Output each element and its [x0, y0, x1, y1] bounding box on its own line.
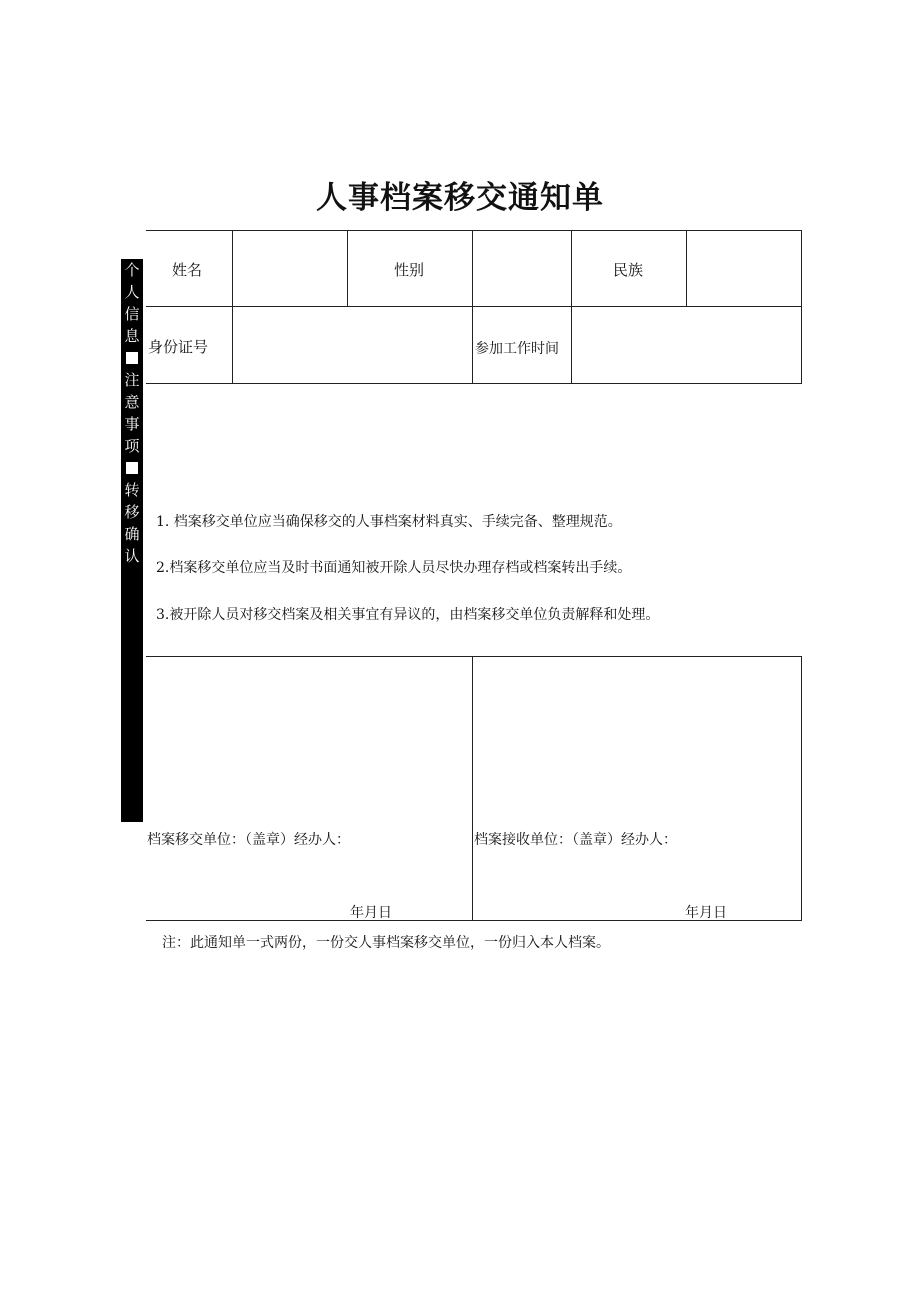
page-title: 人事档案移交通知单 [316, 180, 604, 216]
sidebar-char: 个 [124, 261, 140, 279]
sidebar-char: 项 [124, 437, 140, 455]
sidebar-separator-square [126, 462, 138, 474]
table-border-bottom [146, 383, 802, 384]
gender-label: 性别 [394, 261, 425, 279]
notice-item: 2.档案移交单位应当及时书面通知被开除人员尽快办理存档或档案转出手续。 [156, 560, 632, 576]
receive-unit-date-label: 年月日 [685, 905, 727, 921]
signature-col-divider [472, 656, 473, 920]
table-col-divider [232, 230, 233, 383]
footnote: 注：此通知单一式两份，一份交人事档案移交单位，一份归入本人档案。 [162, 935, 610, 951]
transfer-unit-signature-label: 档案移交单位：（盖章）经办人： [147, 832, 350, 848]
sidebar-char: 息 [124, 327, 140, 345]
transfer-unit-date-label: 年月日 [350, 905, 392, 921]
sidebar-char: 意 [124, 393, 140, 411]
table-col-divider [686, 230, 687, 306]
table-col-divider [347, 230, 348, 306]
table-border-right [801, 230, 802, 383]
sidebar-column [121, 259, 143, 567]
table-row-divider [146, 306, 802, 307]
receive-unit-signature-label: 档案接收单位：（盖章）经办人： [474, 832, 677, 848]
notice-item: 3.被开除人员对移交档案及相关事宜有异议的，由档案移交单位负责解释和处理。 [156, 607, 660, 623]
table-border-top [146, 230, 802, 231]
work-start-label: 参加工作时间 [475, 341, 559, 357]
sidebar-char: 移 [124, 503, 140, 521]
sidebar-char: 注 [124, 371, 140, 389]
table-col-divider [571, 230, 572, 383]
section-sidebar [121, 259, 143, 822]
notice-item: 1. 档案移交单位应当确保移交的人事档案材料真实、手续完备、整理规范。 [156, 514, 622, 530]
sidebar-char: 信 [124, 305, 140, 323]
sidebar-separator-square [126, 352, 138, 364]
table-col-divider [472, 230, 473, 383]
signature-border-right [801, 656, 802, 920]
ethnicity-label: 民族 [613, 261, 644, 279]
signature-border-top [146, 656, 802, 657]
id-number-label: 身份证号 [148, 338, 209, 356]
sidebar-char: 事 [124, 415, 140, 433]
sidebar-char: 人 [124, 283, 140, 301]
sidebar-char: 认 [124, 547, 140, 565]
name-label: 姓名 [172, 261, 203, 279]
sidebar-char: 确 [124, 525, 140, 543]
sidebar-char: 转 [124, 481, 140, 499]
